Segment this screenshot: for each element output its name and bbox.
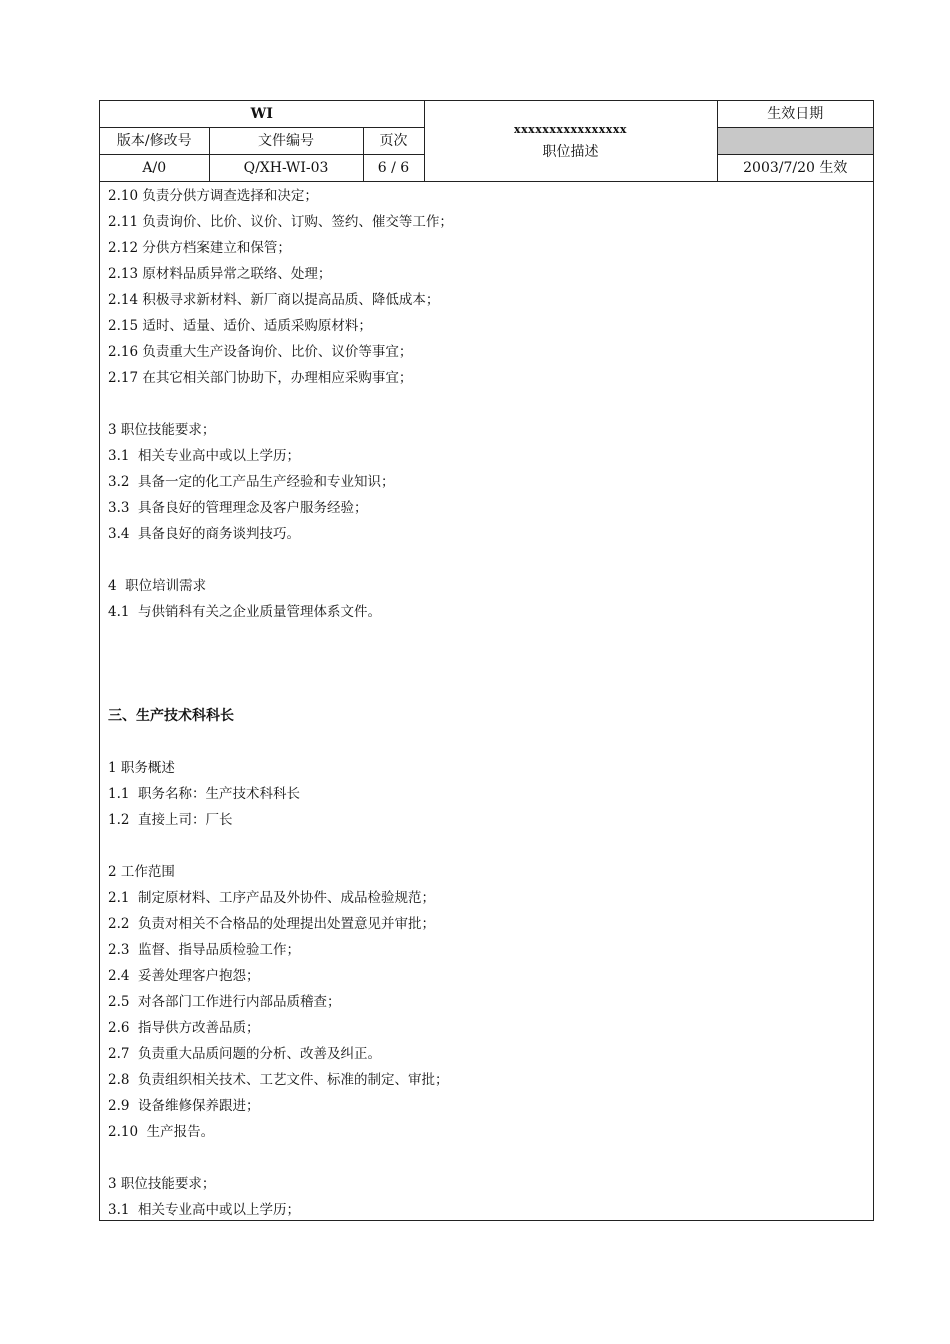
text-line: 1.2 直接上司：厂长: [108, 812, 233, 828]
version-value: A/0: [100, 155, 209, 182]
text-line: 2.2 负责对相关不合格品的处理提出处置意见并审批；: [108, 916, 436, 932]
text-line: 2.1 制定原材料、工序产品及外协件、成品检验规范；: [108, 890, 436, 906]
text-line: 3 职位技能要求；: [108, 422, 216, 438]
version-label: 版本/修改号: [100, 128, 209, 155]
text-line: 3.2 具备一定的化工产品生产经验和专业知识；: [108, 474, 395, 490]
header-table: [100, 101, 873, 182]
text-line: 4 职位培训需求: [108, 578, 207, 594]
text-line: [108, 729, 865, 755]
text-line: [108, 625, 865, 651]
text-line: 2.5 对各部门工作进行内部品质稽查；: [108, 994, 341, 1010]
document-frame: [99, 100, 874, 1221]
text-line: 2.15 适时、适量、适价、适质采购原材料；: [108, 318, 372, 334]
text-line: 2.11 负责询价、比价、议价、订购、签约、催交等工作；: [108, 214, 453, 230]
text-line: 4.1 与供销科有关之企业质量管理体系文件。: [108, 604, 382, 620]
gray-cell: [717, 128, 873, 155]
text-line: 2.14 积极寻求新材料、新厂商以提高品质、降低成本；: [108, 292, 440, 308]
text-line: [108, 677, 865, 703]
text-line: [108, 651, 865, 677]
doc-no-value: Q/XH-WI-03: [209, 155, 363, 182]
effective-date: 2003/7/20 生效: [717, 155, 873, 182]
wi-label: WI: [100, 101, 424, 128]
text-line: 2.16 负责重大生产设备询价、比价、议价等事宜；: [108, 344, 413, 360]
text-line: [108, 1145, 865, 1171]
company-name: xxxxxxxxxxxxxxxx: [514, 123, 627, 136]
doc-title: 职位描述: [542, 144, 599, 160]
text-line: 3.3 具备良好的管理理念及客户服务经验；: [108, 500, 368, 516]
text-line: 2.13 原材料品质异常之联络、处理；: [108, 266, 332, 282]
text-line: 2.4 妥善处理客户抱怨；: [108, 968, 260, 984]
text-line: [108, 391, 865, 417]
effective-label: 生效日期: [717, 101, 873, 128]
text-line: 2.9 设备维修保养跟进；: [108, 1098, 260, 1114]
text-line: 1.1 职务名称：生产技术科科长: [108, 786, 301, 802]
text-line: [108, 547, 865, 573]
page-value: 6 / 6: [363, 155, 424, 182]
text-line: 2.12 分供方档案建立和保管；: [108, 240, 291, 256]
text-line: 2.17 在其它相关部门协助下，办理相应采购事宜；: [108, 370, 413, 386]
text-line: 2 工作范围: [108, 864, 175, 880]
text-line: 3.4 具备良好的商务谈判技巧。: [108, 526, 301, 542]
doc-no-label: 文件编号: [209, 128, 363, 155]
text-line: 2.6 指导供方改善品质；: [108, 1020, 260, 1036]
document-body: [108, 183, 865, 1223]
text-line: 2.7 负责重大品质问题的分析、改善及纠正。: [108, 1046, 382, 1062]
text-line: [108, 833, 865, 859]
text-line: 3.1 相关专业高中或以上学历；: [108, 1202, 301, 1218]
text-line: 2.8 负责组织相关技术、工艺文件、标准的制定、审批；: [108, 1072, 449, 1088]
text-line: 2.10 生产报告。: [108, 1124, 215, 1140]
page-label: 页次: [363, 128, 424, 155]
text-line: 2.3 监督、指导品质检验工作；: [108, 942, 301, 958]
section-heading: 三、生产技术科科长: [108, 708, 234, 724]
doc-title-cell: [424, 101, 717, 182]
text-line: 1 职务概述: [108, 760, 175, 776]
text-line: 3 职位技能要求；: [108, 1176, 216, 1192]
text-line: 3.1 相关专业高中或以上学历；: [108, 448, 301, 464]
text-line: 2.10 负责分供方调查选择和决定；: [108, 188, 318, 204]
